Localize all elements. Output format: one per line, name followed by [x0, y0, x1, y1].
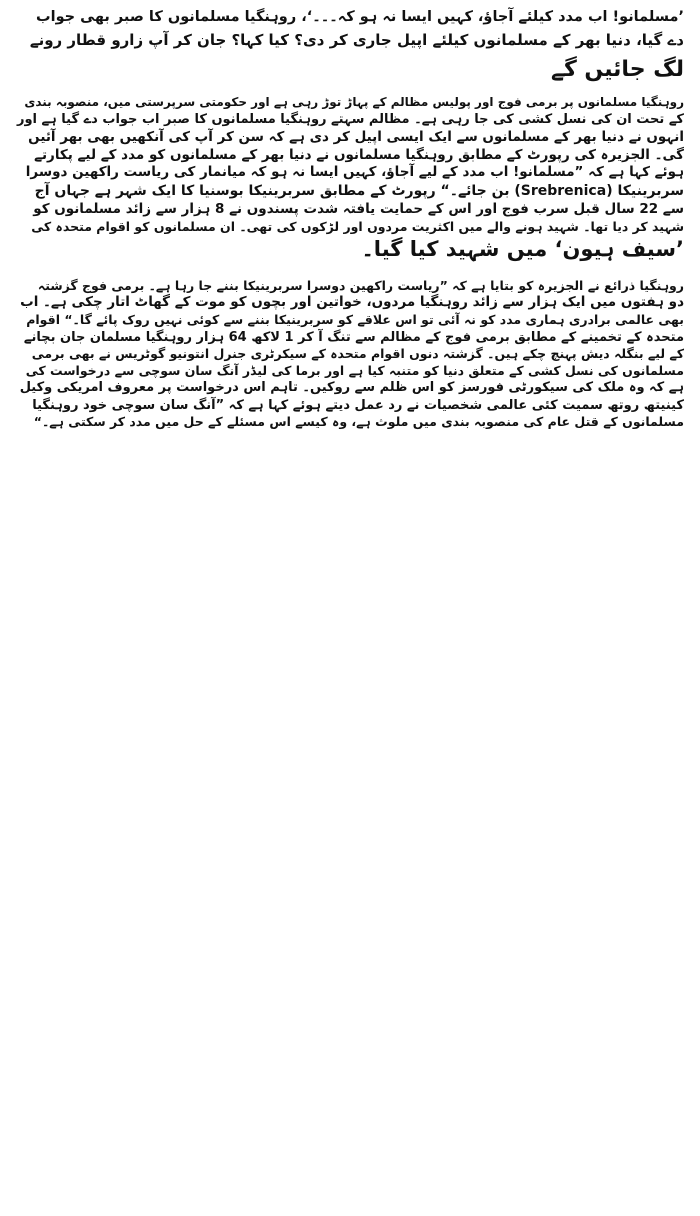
article-headline — [16, 6, 684, 87]
paragraph-line: متحدہ کے تخمینے کے مطابق برمی فوج کے مظالم سے تنگ آ کر 1 لاکھ 64 ہزار روہنگیا مسلمان جان بچانے — [23, 329, 684, 345]
paragraph-line: انہوں نے دنیا بھر کے مسلمانوں سے ایک ایسی اپیل کر دی ہے کہ سن کر آپ کی آنکھیں بھی بھر آئیں — [28, 128, 684, 145]
paragraph-line: سربرینیکا (Srebrenica) بن جائے۔“ رپورٹ کے مطابق سربرینیکا بوسنیا کا ایک شہر ہے جہاں آج — [34, 183, 684, 200]
paragraph-line: سے 22 سال قبل سرب فوج اور اس کے حمایت یافتہ شدت پسندوں نے 8 ہزار سے زائد مسلمانوں کو — [33, 201, 684, 218]
paragraph-line: ہوئے کہا ہے کہ ”مسلمانو! اب مدد کے لیے آجاؤ، کہیں ایسا نہ ہو کہ میانمار کی ریاست راکھین دوسرا — [25, 164, 684, 181]
paragraph-line: روہنگیا مسلمانوں پر برمی فوج اور پولیس مظالم کے پہاڑ توڑ رہی ہے اور حکومتی سرپرستی میں، منصوبہ بندی — [24, 95, 684, 110]
article-paragraph-2 — [16, 278, 684, 431]
article-paragraph-1 — [16, 95, 684, 263]
headline-line: لگ جائیں گے — [551, 56, 684, 82]
paragraph-line: ’سیف ہیون‘ میں شہید کیا گیا۔ — [361, 236, 684, 261]
paragraph-line: گی۔ الجزیرہ کی رپورٹ کے مطابق روہنگیا مسلمانوں نے دنیا بھر کے مسلمانوں کو مدد کے لیے پکارتے — [34, 146, 684, 163]
headline-line: ’مسلمانو! اب مدد کیلئے آجاؤ، کہیں ایسا نہ ہو کہ۔۔۔‘، روہنگیا مسلمانوں کا صبر بھی جواب — [36, 9, 684, 25]
paragraph-line: کے تحت ان کی نسل کشی کی جا رہی ہے۔ مظالم سہتے روہنگیا مسلمانوں کا صبر اب جواب دے گیا ہے اور — [16, 112, 684, 128]
paragraph-line: شہید کر دیا تھا۔ شہید ہونے والے میں اکثریت مردوں اور لڑکوں کی تھی۔ ان مسلمانوں کو اقوام متحدہ کی — [31, 219, 684, 234]
paragraph-line: دو ہفتوں میں ایک ہزار سے زائد روہنگیا مردوں، خواتین اور بچوں کو موت کے گھاٹ اتار چکی ہے۔ اب — [20, 294, 684, 311]
headline-line: دے گیا، دنیا بھر کے مسلمانوں کیلئے اپیل جاری کر دی؟ کیا کہا؟ جان کر آپ زارو قطار رونے — [29, 30, 684, 49]
paragraph-line: مسلمانوں کی نسل کشی کے متعلق دنیا کو متنبہ کیا ہے اور برما کی لیڈر آنگ سان سوچی سے درخواست کی — [25, 362, 684, 378]
paragraph-line: کینیتھ روتھ سمیت کئی عالمی شخصیات نے رد عمل دیتے ہوئے کہا ہے کہ ”آنگ سان سوچی خود روہنگیا — [32, 397, 684, 413]
paragraph-line: کے لیے بنگلہ دیش پہنچ چکے ہیں۔ گزشتہ دنوں اقوام متحدہ کے سیکرٹری جنرل انتونیو گوٹریس نے بھی برمی — [31, 346, 684, 362]
paragraph-line: روہنگیا ذرائع نے الجزیرہ کو بتایا ہے کہ ”ریاست راکھین دوسرا سربرینیکا بننے جا رہا ہے۔ برمی فوج گزشتہ — [37, 277, 684, 293]
paragraph-line: ہے کہ وہ ملک کی سیکورٹی فورسز کو اس ظلم سے روکیں۔ تاہم اس درخواست پر معروف امریکی وکیل — [19, 380, 684, 396]
paragraph-line: بھی عالمی برادری ہماری مدد کو نہ آئی تو اس علاقے کو سربرینیکا بننے سے کوئی نہیں روک پائے گا۔“ اقوام — [26, 312, 684, 328]
paragraph-line: مسلمانوں کے قتل عام کی منصوبہ بندی میں ملوث ہے، وہ کیسے اس مسئلے کے حل میں مدد کر سکتی ہے۔“ — [33, 413, 684, 429]
